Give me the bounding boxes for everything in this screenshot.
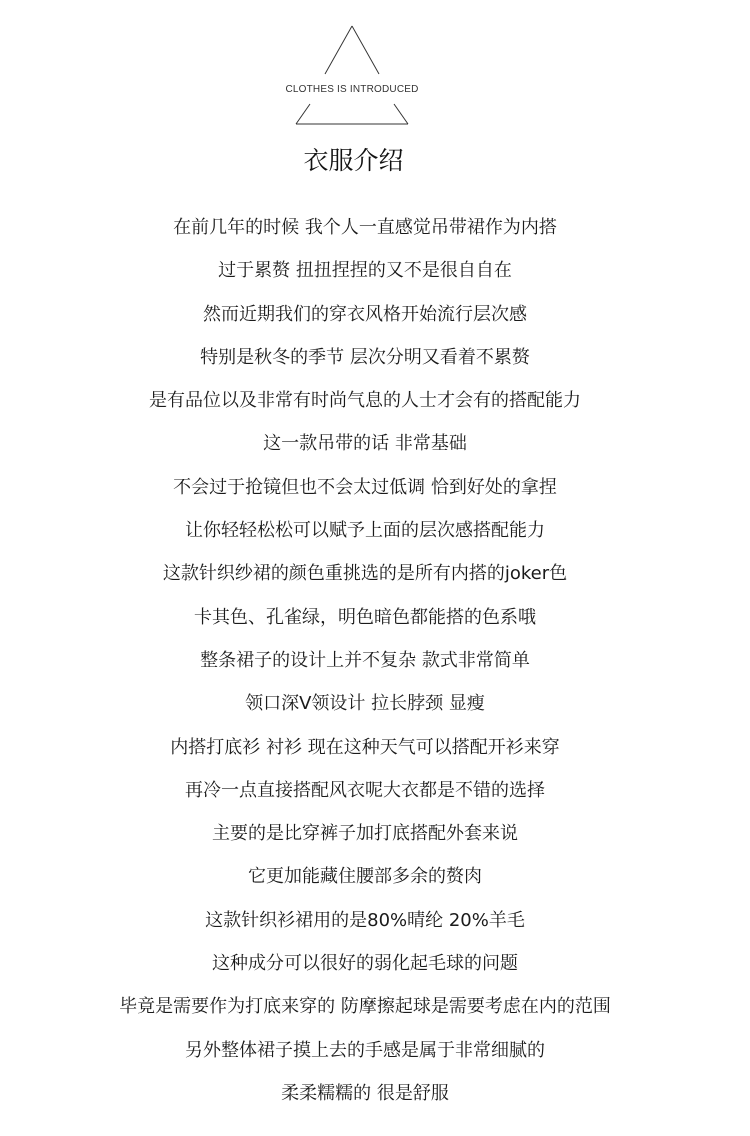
- logo-caption: CLOTHES IS INTRODUCED: [285, 84, 419, 95]
- section-header-logo: [0, 0, 750, 135]
- description-line: 不会过于抢镜但也不会太过低调 恰到好处的拿捏: [173, 476, 557, 498]
- description-line: 这一款吊带的话 非常基础: [263, 433, 467, 455]
- description-line: 然而近期我们的穿衣风格开始流行层次感: [203, 303, 527, 325]
- description-line: 让你轻轻松松可以赋予上面的层次感搭配能力: [185, 520, 545, 542]
- description-line: 特别是秋冬的季节 层次分明又看着不累赘: [200, 346, 530, 368]
- description-line: 再冷一点直接搭配风衣呢大衣都是不错的选择: [185, 779, 545, 801]
- description-line: 这款针织衫裙用的是80%晴纶 20%羊毛: [205, 909, 525, 931]
- description-line: 另外整体裙子摸上去的手感是属于非常细腻的: [185, 1039, 545, 1061]
- description-line: 整条裙子的设计上并不复杂 款式非常简单: [200, 649, 530, 671]
- description-line: 过于累赘 扭扭捏捏的又不是很自自在: [218, 260, 512, 282]
- description-line: 主要的是比穿裤子加打底搭配外套来说: [212, 823, 518, 845]
- description-line: 卡其色、孔雀绿，明色暗色都能搭的色系哦: [194, 606, 536, 628]
- description-line: 它更加能藏住腰部多余的赘肉: [248, 866, 482, 888]
- description-line: 内搭打底衫 衬衫 现在这种天气可以搭配开衫来穿: [170, 736, 560, 758]
- description-line: 柔柔糯糯的 很是舒服: [281, 1082, 449, 1104]
- section-title: 衣服介绍: [303, 146, 404, 175]
- triangle-logo-icon: [0, 0, 750, 135]
- description-text-block: [0, 206, 730, 1115]
- description-line: 领口深V领设计 拉长脖颈 显瘦: [245, 693, 485, 715]
- description-line: 在前几年的时候 我个人一直感觉吊带裙作为内搭: [173, 217, 557, 238]
- description-line: 这种成分可以很好的弱化起毛球的问题: [212, 953, 518, 975]
- description-line: 这款针织纱裙的颜色重挑选的是所有内搭的joker色: [162, 563, 568, 585]
- description-line: 是有品位以及非常有时尚气息的人士才会有的搭配能力: [149, 390, 581, 412]
- description-line: 毕竟是需要作为打底来穿的 防摩擦起球是需要考虑在内的范围: [119, 996, 611, 1018]
